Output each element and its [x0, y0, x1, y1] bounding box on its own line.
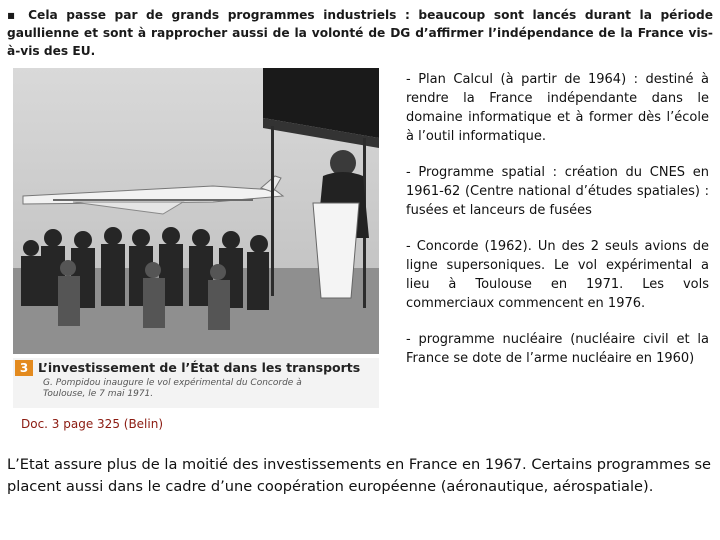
figure-caption: G. Pompidou inaugure le vol expérimental du Concorde à Toulouse, le 7 mai 1971.: [43, 378, 302, 399]
figure-caption-box: [13, 358, 379, 408]
conclusion-paragraph: L’Etat assure plus de la moitié des investissements en France en 1967. Certains programmes se placent aussi dans le cadre d’une coopération européenne (aéronautique, aérospatiale).: [7, 456, 712, 495]
programme-item-concorde: - Concorde (1962). Un des 2 seuls avions de ligne supersoniques. Le vol expérimental a lieu à Toulouse en 1971. Les vols commerciaux commencent en 1976.: [406, 239, 709, 311]
programme-item-spatial: - Programme spatial : création du CNES en 1961-62 (Centre national d’études spatiales) : fusées et lanceurs de fusées: [406, 165, 709, 218]
intro-paragraph: [7, 6, 713, 60]
figure-title: L’investissement de l’État dans les transports: [38, 360, 361, 375]
programmes-list: [406, 70, 709, 385]
figure-number-badge: 3: [15, 360, 33, 376]
programme-item-plan-calcul: - Plan Calcul (à partir de 1964) : destiné à rendre la France indépendante dans le domaine informatique et à former dès l’école à l’outil informatique.: [406, 72, 709, 144]
concorde-inauguration-photo: [13, 68, 379, 354]
document-reference: Doc. 3 page 325 (Belin): [21, 417, 164, 431]
programme-item-nucleaire: - programme nucléaire (nucléaire civil et la France se dote de l’arme nucléaire en 1960): [406, 332, 709, 366]
square-bullet-icon: ▪: [7, 8, 20, 22]
document-figure: [13, 68, 379, 408]
intro-text: Cela passe par de grands programmes industriels : beaucoup sont lancés durant la période gaullienne et sont à rapprocher aussi de la volonté de DG d’affirmer l’indépendance de la France vis-à-vis des EU.: [7, 8, 713, 58]
